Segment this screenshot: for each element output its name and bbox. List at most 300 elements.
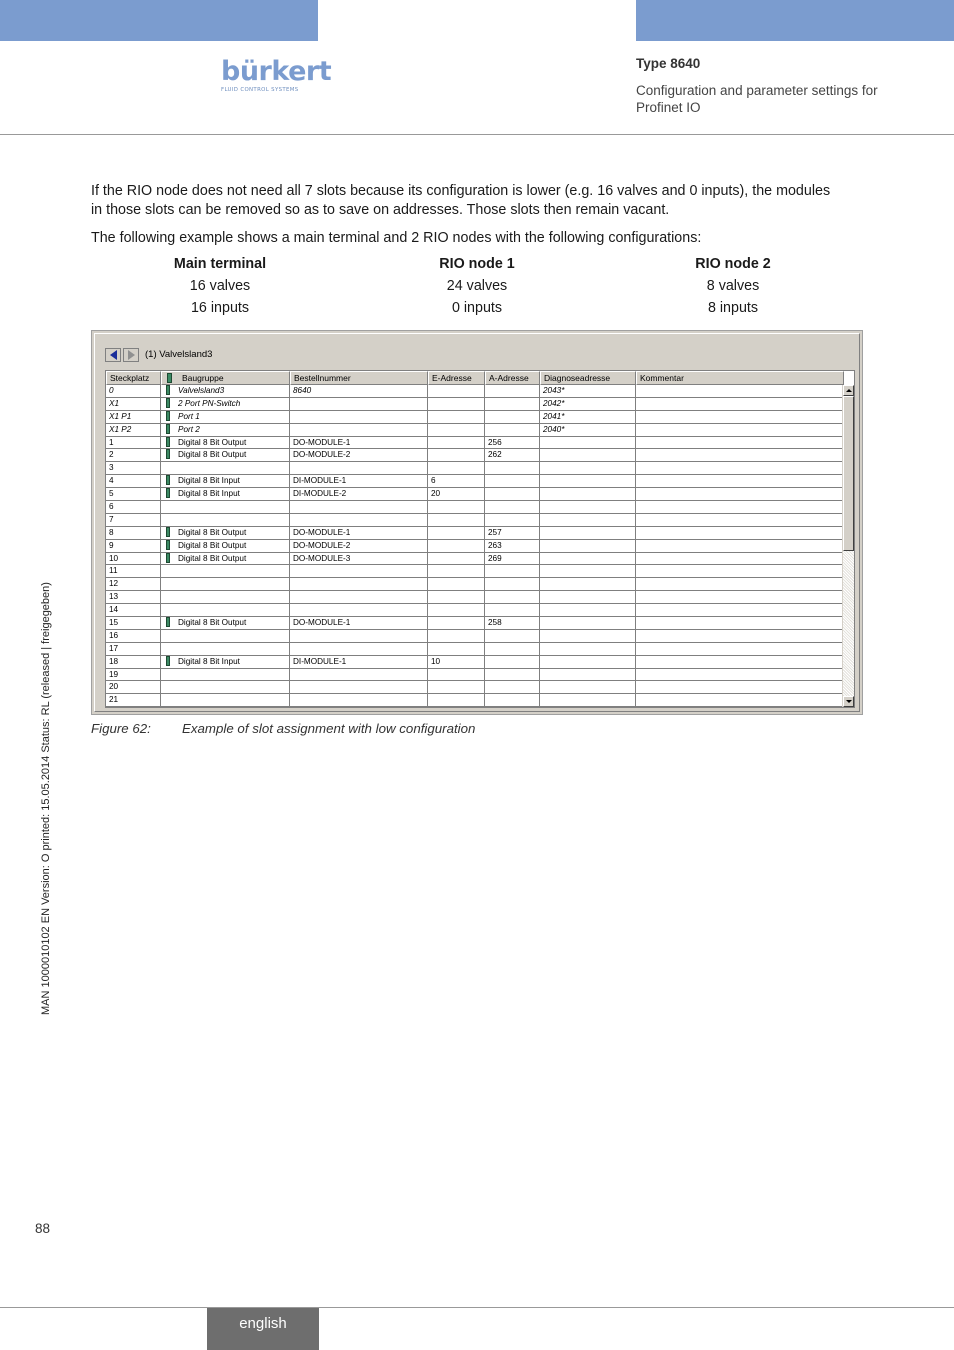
table-cell[interactable] <box>485 681 540 694</box>
table-cell[interactable] <box>636 527 844 540</box>
cell-value: DO-MODULE-1 <box>293 618 351 628</box>
table-cell[interactable] <box>106 514 161 527</box>
column-header[interactable] <box>485 371 540 385</box>
table-cell[interactable] <box>290 643 428 656</box>
column-header-label: Bestellnummer <box>294 373 351 383</box>
table-cell[interactable] <box>106 488 161 501</box>
burkert-logo <box>221 56 332 98</box>
table-cell[interactable] <box>290 437 428 450</box>
table-cell[interactable] <box>161 411 290 424</box>
table-cell[interactable] <box>636 591 844 604</box>
scroll-thumb[interactable] <box>843 396 854 551</box>
table-cell[interactable] <box>485 553 540 566</box>
table-cell[interactable] <box>290 681 428 694</box>
cell-value: DI-MODULE-2 <box>293 489 347 499</box>
config-title: Main terminal <box>173 256 267 272</box>
table-row[interactable] <box>106 604 844 617</box>
table-cell[interactable] <box>428 488 485 501</box>
table-cell[interactable] <box>428 462 485 475</box>
table-row[interactable] <box>106 565 844 578</box>
table-cell[interactable] <box>540 411 636 424</box>
table-cell[interactable] <box>290 488 428 501</box>
column-header-label: A-Adresse <box>489 373 529 383</box>
table-cell[interactable] <box>540 694 636 707</box>
table-cell[interactable] <box>106 565 161 578</box>
table-cell[interactable] <box>540 437 636 450</box>
scroll-up-button[interactable] <box>843 385 854 396</box>
table-row[interactable] <box>106 591 844 604</box>
page-number: 88 <box>35 1221 51 1236</box>
table-cell[interactable] <box>106 694 161 707</box>
table-cell[interactable] <box>540 449 636 462</box>
table-cell[interactable] <box>106 540 161 553</box>
table-cell[interactable] <box>636 617 844 630</box>
table-cell[interactable] <box>428 437 485 450</box>
document-metadata-vertical: MAN 1000010102 EN Version: O printed: 15.05.2014 Status: RL (released | freigegeben) <box>40 582 52 1015</box>
table-cell[interactable] <box>540 578 636 591</box>
table-cell[interactable] <box>485 656 540 669</box>
table-row[interactable] <box>106 527 844 540</box>
cell-value: 18 <box>109 656 119 666</box>
table-row[interactable] <box>106 656 844 669</box>
table-cell[interactable] <box>106 501 161 514</box>
table-cell[interactable] <box>636 411 844 424</box>
table-cell[interactable] <box>485 475 540 488</box>
cell-value: 10 <box>431 656 441 666</box>
cell-value: 2042* <box>543 398 565 408</box>
table-cell[interactable] <box>428 681 485 694</box>
cell-value: X1 P1 <box>109 411 132 421</box>
table-cell[interactable] <box>161 424 290 437</box>
module-icon <box>166 527 170 537</box>
table-cell[interactable] <box>485 449 540 462</box>
table-cell[interactable] <box>106 424 161 437</box>
table-row[interactable] <box>106 553 844 566</box>
cell-value: 6 <box>109 502 114 512</box>
table-cell[interactable] <box>161 681 290 694</box>
table-cell[interactable] <box>290 669 428 682</box>
table-cell[interactable] <box>485 540 540 553</box>
cell-value: Valvelsland3 <box>178 386 225 395</box>
table-cell[interactable] <box>428 604 485 617</box>
table-row[interactable] <box>106 578 844 591</box>
table-cell[interactable] <box>290 656 428 669</box>
cell-value: Port 2 <box>178 424 200 434</box>
table-row[interactable] <box>106 514 844 527</box>
table-cell[interactable] <box>428 591 485 604</box>
table-cell[interactable] <box>540 540 636 553</box>
table-cell[interactable] <box>106 437 161 450</box>
cell-value: Digital 8 Bit Output <box>178 437 247 447</box>
table-row[interactable] <box>106 681 844 694</box>
table-cell[interactable] <box>636 424 844 437</box>
table-cell[interactable] <box>161 488 290 501</box>
table-cell[interactable] <box>485 385 540 398</box>
forward-button[interactable] <box>123 348 139 362</box>
table-cell[interactable] <box>161 617 290 630</box>
table-cell[interactable] <box>290 424 428 437</box>
table-cell[interactable] <box>485 488 540 501</box>
module-icon <box>166 424 170 434</box>
module-icon <box>166 475 170 485</box>
table-cell[interactable] <box>290 462 428 475</box>
table-cell[interactable] <box>540 514 636 527</box>
table-row[interactable] <box>106 617 844 630</box>
table-cell[interactable] <box>485 617 540 630</box>
table-cell[interactable] <box>540 475 636 488</box>
cell-value: 5 <box>109 489 114 499</box>
cell-value: 262 <box>488 450 502 460</box>
table-cell[interactable] <box>161 527 290 540</box>
table-cell[interactable] <box>636 604 844 617</box>
table-cell[interactable] <box>290 565 428 578</box>
table-cell[interactable] <box>161 565 290 578</box>
table-cell[interactable] <box>540 385 636 398</box>
table-cell[interactable] <box>540 424 636 437</box>
table-cell[interactable] <box>428 578 485 591</box>
config-inputs: 8 inputs <box>707 300 759 316</box>
table-cell[interactable] <box>106 617 161 630</box>
table-cell[interactable] <box>428 501 485 514</box>
table-cell[interactable] <box>540 669 636 682</box>
column-header-label: E-Adresse <box>432 373 472 383</box>
module-icon <box>166 411 170 421</box>
table-row[interactable] <box>106 540 844 553</box>
module-icon <box>166 385 170 395</box>
table-cell[interactable] <box>106 656 161 669</box>
table-cell[interactable] <box>636 501 844 514</box>
table-cell[interactable] <box>161 501 290 514</box>
table-cell[interactable] <box>161 604 290 617</box>
table-cell[interactable] <box>428 694 485 707</box>
table-cell[interactable] <box>485 630 540 643</box>
table-row[interactable] <box>106 694 844 707</box>
table-cell[interactable] <box>428 411 485 424</box>
table-cell[interactable] <box>161 656 290 669</box>
table-cell[interactable] <box>428 643 485 656</box>
table-cell[interactable] <box>540 488 636 501</box>
table-cell[interactable] <box>161 694 290 707</box>
table-cell[interactable] <box>636 540 844 553</box>
table-cell[interactable] <box>636 462 844 475</box>
table-cell[interactable] <box>428 385 485 398</box>
cell-value: 19 <box>109 669 119 679</box>
cell-value: Port 1 <box>178 411 200 421</box>
station-title: (1) Valvelsland3 <box>145 349 213 360</box>
table-cell[interactable] <box>636 681 844 694</box>
table-cell[interactable] <box>106 630 161 643</box>
cell-value: 269 <box>488 553 502 563</box>
cell-value: 1 <box>109 437 114 447</box>
table-cell[interactable] <box>540 643 636 656</box>
table-cell[interactable] <box>636 694 844 707</box>
cell-value: 10 <box>109 553 119 563</box>
table-row[interactable] <box>106 630 844 643</box>
table-cell[interactable] <box>636 514 844 527</box>
language-tab: english <box>207 1308 319 1350</box>
table-cell[interactable] <box>485 501 540 514</box>
table-cell[interactable] <box>428 630 485 643</box>
cell-value: 13 <box>109 592 119 602</box>
table-cell[interactable] <box>106 553 161 566</box>
vertical-scrollbar[interactable] <box>842 385 854 707</box>
table-cell[interactable] <box>485 694 540 707</box>
table-row[interactable] <box>106 475 844 488</box>
column-header[interactable] <box>290 371 428 385</box>
table-cell[interactable] <box>485 565 540 578</box>
table-cell[interactable] <box>428 617 485 630</box>
table-cell[interactable] <box>636 565 844 578</box>
slot-assignment-screenshot <box>91 330 863 715</box>
cell-value: DO-MODULE-3 <box>293 553 351 563</box>
table-cell[interactable] <box>428 656 485 669</box>
table-cell[interactable] <box>161 449 290 462</box>
table-row[interactable] <box>106 643 844 656</box>
cell-value: 6 <box>431 476 436 486</box>
header-divider <box>0 134 954 135</box>
config-inputs: 0 inputs <box>451 300 503 316</box>
table-cell[interactable] <box>636 643 844 656</box>
table-cell[interactable] <box>636 630 844 643</box>
cell-value: Digital 8 Bit Output <box>178 618 247 628</box>
table-cell[interactable] <box>290 630 428 643</box>
table-cell[interactable] <box>161 540 290 553</box>
column-header[interactable] <box>106 371 161 385</box>
table-cell[interactable] <box>540 604 636 617</box>
cell-value: Digital 8 Bit Output <box>178 540 247 550</box>
table-cell[interactable] <box>428 475 485 488</box>
figure-caption: Example of slot assignment with low configuration <box>182 721 476 736</box>
table-cell[interactable] <box>540 591 636 604</box>
table-cell[interactable] <box>540 630 636 643</box>
table-cell[interactable] <box>540 398 636 411</box>
column-header-label: Steckplatz <box>110 373 150 383</box>
cell-value: 14 <box>109 605 119 615</box>
table-cell[interactable] <box>428 553 485 566</box>
table-cell[interactable] <box>161 630 290 643</box>
table-cell[interactable] <box>106 475 161 488</box>
table-cell[interactable] <box>106 462 161 475</box>
module-icon <box>166 449 170 459</box>
header-bar-left <box>0 0 318 41</box>
table-cell[interactable] <box>290 553 428 566</box>
module-icon <box>166 656 170 666</box>
cell-value: Digital 8 Bit Input <box>178 489 240 499</box>
table-cell[interactable] <box>161 514 290 527</box>
table-cell[interactable] <box>161 437 290 450</box>
cell-value: 256 <box>488 437 502 447</box>
table-cell[interactable] <box>290 501 428 514</box>
table-cell[interactable] <box>636 553 844 566</box>
table-cell[interactable] <box>485 514 540 527</box>
table-cell[interactable] <box>540 462 636 475</box>
table-row[interactable] <box>106 385 844 398</box>
table-row[interactable] <box>106 437 844 450</box>
table-row[interactable] <box>106 501 844 514</box>
table-cell[interactable] <box>540 617 636 630</box>
table-cell[interactable] <box>106 591 161 604</box>
table-cell[interactable] <box>540 527 636 540</box>
cell-value: 0 <box>109 386 114 395</box>
config-valves: 16 valves <box>189 278 251 294</box>
table-cell[interactable] <box>290 591 428 604</box>
table-cell[interactable] <box>428 398 485 411</box>
cell-value: 258 <box>488 618 502 628</box>
figure-number: Figure 62: <box>91 721 151 736</box>
table-cell[interactable] <box>540 656 636 669</box>
table-cell[interactable] <box>540 501 636 514</box>
table-cell[interactable] <box>290 411 428 424</box>
table-row[interactable] <box>106 424 844 437</box>
table-cell[interactable] <box>636 449 844 462</box>
column-header[interactable] <box>636 371 844 385</box>
cell-value: 3 <box>109 463 114 473</box>
screenshot-frame <box>94 333 860 712</box>
cell-value: 2043* <box>543 386 565 395</box>
table-cell[interactable] <box>636 475 844 488</box>
table-cell[interactable] <box>428 540 485 553</box>
table-cell[interactable] <box>290 475 428 488</box>
table-cell[interactable] <box>106 578 161 591</box>
cell-value: X1 P2 <box>109 424 132 434</box>
cell-value: 17 <box>109 643 119 653</box>
table-cell[interactable] <box>485 604 540 617</box>
table-cell[interactable] <box>485 424 540 437</box>
cell-value: Digital 8 Bit Output <box>178 527 247 537</box>
cell-value: Digital 8 Bit Output <box>178 553 247 563</box>
footer-divider <box>0 1307 954 1308</box>
caret-down-icon <box>846 700 852 703</box>
table-row[interactable] <box>106 398 844 411</box>
table-cell[interactable] <box>290 398 428 411</box>
module-icon <box>166 540 170 550</box>
table-cell[interactable] <box>428 669 485 682</box>
table-cell[interactable] <box>485 398 540 411</box>
table-cell[interactable] <box>106 398 161 411</box>
config-valves: 8 valves <box>706 278 760 294</box>
logo-wordmark: bürkert <box>221 56 332 87</box>
table-cell[interactable] <box>636 578 844 591</box>
table-cell[interactable] <box>636 669 844 682</box>
table-cell[interactable] <box>540 681 636 694</box>
table-cell[interactable] <box>161 462 290 475</box>
cell-value: DO-MODULE-2 <box>293 450 351 460</box>
column-header[interactable] <box>161 371 290 385</box>
cell-value: DI-MODULE-1 <box>293 656 347 666</box>
table-cell[interactable] <box>485 591 540 604</box>
cell-value: 2041* <box>543 411 565 421</box>
paragraph-example: The following example shows a main terminal and 2 RIO nodes with the following configurations: <box>91 230 702 246</box>
module-icon <box>166 617 170 627</box>
table-cell[interactable] <box>540 565 636 578</box>
table-body <box>106 385 844 707</box>
table-cell[interactable] <box>290 578 428 591</box>
table-cell[interactable] <box>106 681 161 694</box>
cell-value: 7 <box>109 514 114 524</box>
cell-value: 11 <box>109 566 118 576</box>
table-cell[interactable] <box>290 604 428 617</box>
config-main-terminal <box>140 253 300 319</box>
table-cell[interactable] <box>428 565 485 578</box>
table-row[interactable] <box>106 488 844 501</box>
cell-value: 16 <box>109 630 119 640</box>
module-icon <box>166 398 170 408</box>
column-header[interactable] <box>428 371 485 385</box>
scroll-down-button[interactable] <box>843 696 854 707</box>
table-cell[interactable] <box>106 385 161 398</box>
table-cell[interactable] <box>106 527 161 540</box>
table-cell[interactable] <box>485 527 540 540</box>
table-cell[interactable] <box>485 643 540 656</box>
table-cell[interactable] <box>485 669 540 682</box>
table-cell[interactable] <box>428 424 485 437</box>
column-header-label: Baugruppe <box>182 373 224 383</box>
table-cell[interactable] <box>161 591 290 604</box>
table-row[interactable] <box>106 669 844 682</box>
table-cell[interactable] <box>290 527 428 540</box>
table-cell[interactable] <box>485 437 540 450</box>
table-cell[interactable] <box>161 398 290 411</box>
table-cell[interactable] <box>428 514 485 527</box>
table-cell[interactable] <box>106 604 161 617</box>
table-cell[interactable] <box>290 617 428 630</box>
table-cell[interactable] <box>485 411 540 424</box>
table-cell[interactable] <box>636 656 844 669</box>
table-cell[interactable] <box>636 398 844 411</box>
table-cell[interactable] <box>161 578 290 591</box>
table-cell[interactable] <box>428 449 485 462</box>
document-subtitle: Configuration and parameter settings for Profinet IO <box>636 83 878 115</box>
slot-table <box>105 370 855 708</box>
cell-value: 257 <box>488 527 502 537</box>
table-cell[interactable] <box>636 488 844 501</box>
cell-value: 21 <box>109 695 119 705</box>
table-cell[interactable] <box>106 411 161 424</box>
caret-up-icon <box>846 389 852 392</box>
table-header <box>106 371 844 385</box>
table-row[interactable] <box>106 411 844 424</box>
table-cell[interactable] <box>290 514 428 527</box>
table-cell[interactable] <box>290 449 428 462</box>
table-cell[interactable] <box>485 578 540 591</box>
table-row[interactable] <box>106 449 844 462</box>
cell-value: 12 <box>109 579 119 589</box>
table-cell[interactable] <box>161 385 290 398</box>
table-cell[interactable] <box>161 643 290 656</box>
table-cell[interactable] <box>161 553 290 566</box>
table-cell[interactable] <box>540 553 636 566</box>
table-row[interactable] <box>106 462 844 475</box>
table-cell[interactable] <box>106 669 161 682</box>
cell-value: Digital 8 Bit Input <box>178 656 240 666</box>
table-cell[interactable] <box>161 475 290 488</box>
table-cell[interactable] <box>290 694 428 707</box>
table-cell[interactable] <box>485 462 540 475</box>
table-cell[interactable] <box>290 540 428 553</box>
column-header[interactable] <box>540 371 636 385</box>
paragraph-slots: If the RIO node does not need all 7 slots because its configuration is lower (e.g. 16 valves and 0 inputs), the modules in those slots can be removed so as to save on addresses. Those slots then remain vacant. <box>91 183 831 218</box>
table-cell[interactable] <box>636 437 844 450</box>
table-cell[interactable] <box>290 385 428 398</box>
table-cell[interactable] <box>161 669 290 682</box>
table-cell[interactable] <box>106 449 161 462</box>
table-cell[interactable] <box>636 385 844 398</box>
table-cell[interactable] <box>106 643 161 656</box>
table-cell[interactable] <box>428 527 485 540</box>
config-title: RIO node 1 <box>439 256 515 272</box>
back-button[interactable] <box>105 348 121 362</box>
cell-value: 20 <box>431 489 441 499</box>
